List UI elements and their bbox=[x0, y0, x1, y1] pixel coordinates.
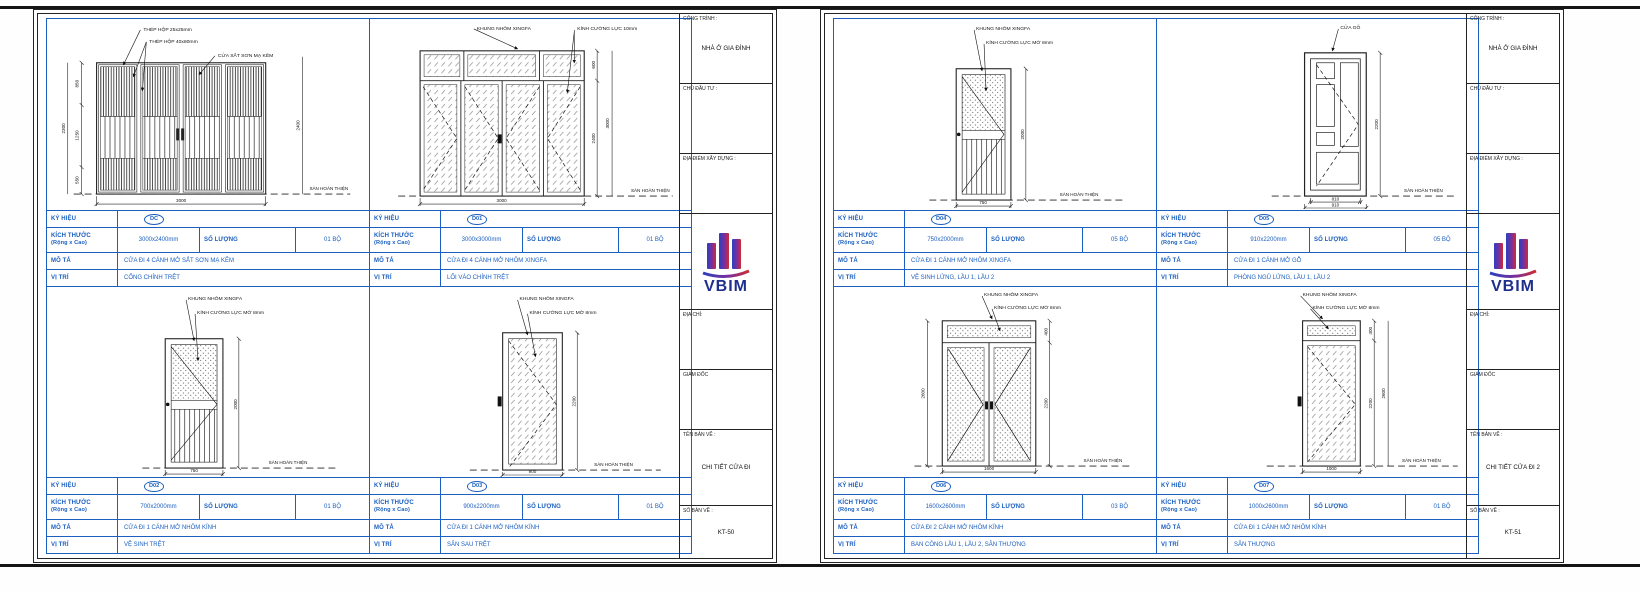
annotation-khung-nhom: KHUNG NHÔM XINGFA bbox=[976, 26, 1031, 32]
symbol-cell bbox=[117, 211, 369, 227]
door-elevation-d07 bbox=[1157, 287, 1478, 477]
tb-so-ban-ve bbox=[1467, 506, 1559, 558]
tb-giam-doc bbox=[1467, 370, 1559, 430]
label-so-luong: SỐ LƯỢNG bbox=[1309, 495, 1405, 519]
door-qty: 01 BỘ bbox=[618, 228, 691, 252]
floor-label: SÀN HOÀN THIỆN bbox=[1404, 188, 1443, 194]
door-symbol-badge: D07 bbox=[1254, 481, 1274, 492]
door-size: 3000x2400mm bbox=[117, 228, 199, 252]
annotation-kinh-mo: KÍNH CƯỜNG LỰC MỜ 8mm bbox=[1312, 305, 1380, 311]
label-kich-thuoc: KÍCH THƯỚC (Rộng x Cao) bbox=[838, 233, 878, 246]
spec-table-d01 bbox=[370, 210, 691, 286]
svg-text:400: 400 bbox=[1368, 326, 1374, 335]
door-elevation-d05 bbox=[1157, 19, 1478, 209]
tb-dia-diem bbox=[1467, 154, 1559, 214]
label-kich-thuoc: KÍCH THƯỚC (Rộng x Cao) bbox=[51, 233, 91, 246]
door-elevation-d02 bbox=[47, 287, 369, 477]
door-size: 750x2000mm bbox=[904, 228, 986, 252]
annotation-kinh-cuong-luc: KÍNH CƯỜNG LỰC 10mm bbox=[577, 26, 638, 32]
dimension-lines bbox=[925, 319, 1051, 474]
symbol-cell bbox=[904, 211, 1156, 227]
spec-table-d06 bbox=[834, 477, 1156, 553]
detail-grid bbox=[833, 18, 1479, 554]
title-block bbox=[679, 14, 772, 558]
spec-table-d04 bbox=[834, 210, 1156, 286]
annotation-khung-nhom: KHUNG NHÔM XINGFA bbox=[188, 296, 243, 302]
logo-text: VBIM bbox=[1491, 277, 1535, 295]
gate-infill bbox=[101, 67, 262, 190]
label-kich-thuoc: KÍCH THƯỚC (Rộng x Cao) bbox=[1161, 500, 1201, 513]
label-vi-tri: VỊ TRÍ bbox=[838, 542, 856, 548]
tb-label: ĐỊA ĐIỂM XÂY DỰNG : bbox=[683, 156, 736, 162]
label-mo-ta: MÔ TẢ bbox=[374, 258, 394, 264]
door-panels bbox=[962, 75, 1005, 194]
vbim-logo bbox=[1482, 229, 1544, 295]
door-symbol-badge: DC bbox=[144, 214, 164, 225]
door-drawing bbox=[370, 19, 691, 209]
tb-dia-chi bbox=[680, 310, 772, 370]
door-qty: 01 BỘ bbox=[295, 228, 369, 252]
label-so-luong: SỐ LƯỢNG bbox=[522, 228, 618, 252]
tb-cong-trinh bbox=[1467, 14, 1559, 84]
sheet-inner-border bbox=[824, 13, 1560, 559]
sheet-number: KT-50 bbox=[717, 529, 735, 537]
detail-grid bbox=[46, 18, 692, 554]
svg-text:400: 400 bbox=[1043, 327, 1049, 336]
svg-text:2400: 2400 bbox=[295, 120, 301, 131]
label-vi-tri: VỊ TRÍ bbox=[51, 275, 69, 281]
tb-label: CÔNG TRÌNH : bbox=[1470, 16, 1505, 22]
sheet-inner-border bbox=[37, 13, 773, 559]
door-desc: CỬA ĐI 1 CÁNH MỞ NHÔM KÍNH bbox=[1227, 520, 1478, 536]
door-detail-cell-d03 bbox=[369, 286, 691, 553]
door-qty: 05 BỘ bbox=[1405, 228, 1478, 252]
svg-text:750: 750 bbox=[190, 468, 198, 474]
label-so-luong: SỐ LƯỢNG bbox=[522, 495, 618, 519]
label-kich-thuoc: KÍCH THƯỚC (Rộng x Cao) bbox=[374, 233, 414, 246]
door-detail-cell-d05 bbox=[1156, 19, 1478, 286]
svg-text:750: 750 bbox=[979, 200, 987, 206]
annotation-cua-sat: CỬA SẮT SƠN MẠ KẼM bbox=[217, 53, 274, 59]
door-location: BAN CÔNG LẦU 1, LẦU 2, SÂN THƯỢNG bbox=[904, 537, 1156, 553]
svg-text:600: 600 bbox=[591, 60, 597, 69]
door-qty: 01 BỘ bbox=[295, 495, 369, 519]
label-mo-ta: MÔ TẢ bbox=[1161, 258, 1181, 264]
wood-panels bbox=[1317, 63, 1359, 184]
svg-text:1250: 1250 bbox=[74, 130, 80, 141]
annotation-khung-nhom: KHUNG NHÔM XINGFA bbox=[1302, 292, 1357, 298]
swing-lines bbox=[1317, 65, 1359, 186]
sheet-kt-50 bbox=[33, 9, 777, 563]
tb-cong-trinh bbox=[680, 14, 772, 84]
spec-table-d07 bbox=[1157, 477, 1478, 553]
label-ky-hieu: KÝ HIỆU bbox=[1161, 216, 1187, 222]
door-size: 900x2200mm bbox=[440, 495, 522, 519]
spec-table-d03 bbox=[370, 477, 691, 553]
door-location: VỆ SINH TRỆT bbox=[117, 537, 369, 553]
door-detail-cell-d07 bbox=[1156, 286, 1478, 553]
door-drawing bbox=[834, 287, 1156, 477]
label-so-luong: SỐ LƯỢNG bbox=[199, 228, 295, 252]
door-desc: CỬA ĐI 1 CÁNH MỞ GỖ bbox=[1227, 253, 1478, 269]
door-qty: 05 BỘ bbox=[1082, 228, 1156, 252]
tb-ten-ban-ve bbox=[1467, 430, 1559, 506]
svg-text:2200: 2200 bbox=[1043, 398, 1049, 409]
tb-label: TÊN BẢN VẼ : bbox=[1470, 432, 1503, 438]
title-block bbox=[1466, 14, 1559, 558]
label-kich-thuoc: KÍCH THƯỚC (Rộng x Cao) bbox=[1161, 233, 1201, 246]
label-ky-hieu: KÝ HIỆU bbox=[51, 483, 77, 489]
project-name: NHÀ Ở GIA ĐÌNH bbox=[701, 45, 751, 53]
door-location: LỐI VÀO CHÍNH TRỆT bbox=[440, 270, 691, 286]
door-location: CỔNG CHÍNH TRỆT bbox=[117, 270, 369, 286]
label-ky-hieu: KÝ HIỆU bbox=[838, 483, 864, 489]
door-desc: CỬA ĐI 1 CÁNH MỞ NHÔM KÍNH bbox=[117, 520, 369, 536]
door-symbol-badge: D02 bbox=[144, 481, 164, 492]
annotation-khung-nhom: KHUNG NHÔM XINGFA bbox=[984, 292, 1039, 298]
label-vi-tri: VỊ TRÍ bbox=[1161, 275, 1179, 281]
door-desc: CỬA ĐI 2 CÁNH MỞ NHÔM KÍNH bbox=[904, 520, 1156, 536]
svg-text:2200: 2200 bbox=[571, 396, 577, 407]
door-size: 1600x2600mm bbox=[904, 495, 986, 519]
tb-logo-section bbox=[680, 214, 772, 310]
door-location: SÂN SAU TRỆT bbox=[440, 537, 691, 553]
door-desc: CỬA ĐI 4 CÁNH MỞ NHÔM XINGFA bbox=[440, 253, 691, 269]
door-drawing bbox=[47, 287, 369, 477]
svg-text:550: 550 bbox=[74, 176, 80, 184]
floor-label: SÀN HOÀN THIỆN bbox=[1402, 458, 1441, 464]
door-detail-cell-d01 bbox=[369, 19, 691, 286]
door-symbol-badge: D05 bbox=[1254, 214, 1274, 225]
sheet-kt-51 bbox=[820, 9, 1564, 563]
svg-text:810: 810 bbox=[1331, 196, 1340, 202]
door-location: PHÒNG NGỦ LỬNG, LẦU 1, LẦU 2 bbox=[1227, 270, 1478, 286]
symbol-cell bbox=[440, 478, 691, 494]
door-location: SÂN THƯỢNG bbox=[1227, 537, 1478, 553]
leader-line bbox=[1332, 29, 1338, 51]
sheet-number: KT-51 bbox=[1504, 529, 1522, 537]
tb-label: ĐỊA CHỈ: bbox=[1470, 312, 1490, 318]
door-frame bbox=[503, 333, 563, 470]
logo-text: VBIM bbox=[704, 277, 748, 295]
dimension-text bbox=[1332, 119, 1380, 208]
door-qty: 01 BỘ bbox=[1405, 495, 1478, 519]
label-vi-tri: VỊ TRÍ bbox=[374, 542, 392, 548]
door-elevation-d06 bbox=[834, 287, 1156, 477]
project-name: NHÀ Ở GIA ĐÌNH bbox=[1488, 45, 1538, 53]
door-elevation-d03 bbox=[370, 287, 691, 477]
spec-table-d02 bbox=[47, 477, 369, 553]
annotation-kinh-mo: KÍNH CƯỜNG LỰC MỜ 8mm bbox=[986, 40, 1054, 46]
svg-text:1000: 1000 bbox=[1326, 466, 1337, 472]
svg-text:2600: 2600 bbox=[1381, 388, 1387, 399]
door-detail-cell-d06 bbox=[834, 286, 1156, 553]
svg-text:3000: 3000 bbox=[496, 198, 507, 204]
svg-text:2000: 2000 bbox=[1019, 129, 1025, 140]
door-size: 3000x3000mm bbox=[440, 228, 522, 252]
label-ky-hieu: KÝ HIỆU bbox=[374, 483, 400, 489]
label-vi-tri: VỊ TRÍ bbox=[374, 275, 392, 281]
floor-label: SÀN HOÀN THIỆN bbox=[1083, 458, 1123, 464]
annotation-khung-nhom: KHUNG NHÔM XINGFA bbox=[519, 296, 574, 302]
spec-table-d05 bbox=[1157, 210, 1478, 286]
tb-label: CHỦ ĐẦU TƯ : bbox=[683, 86, 718, 92]
tb-chu-dau-tu bbox=[1467, 84, 1559, 154]
door-drawing bbox=[1157, 19, 1478, 209]
label-mo-ta: MÔ TẢ bbox=[838, 258, 858, 264]
symbol-cell bbox=[440, 211, 691, 227]
tb-label: ĐỊA CHỈ: bbox=[683, 312, 703, 318]
svg-text:2400: 2400 bbox=[591, 133, 597, 144]
floor-label: SÀN HOÀN THIỆN bbox=[309, 186, 349, 192]
drawing-title: CHI TIẾT CỬA ĐI bbox=[701, 463, 751, 471]
tb-chu-dau-tu bbox=[680, 84, 772, 154]
door-symbol-badge: D04 bbox=[931, 214, 951, 225]
annotation-cua-go: CỬA GỖ bbox=[1340, 25, 1361, 31]
annotation-kinh-mo: KÍNH CƯỜNG LỰC MỜ 8mm bbox=[197, 310, 265, 316]
door-size: 910x2200mm bbox=[1227, 228, 1309, 252]
annotation-khung-nhom: KHUNG NHÔM XINGFA bbox=[476, 26, 531, 32]
label-vi-tri: VỊ TRÍ bbox=[51, 542, 69, 548]
svg-text:900: 900 bbox=[528, 469, 537, 475]
door-frame bbox=[1305, 53, 1367, 196]
door-size: 1000x2600mm bbox=[1227, 495, 1309, 519]
tb-so-ban-ve bbox=[680, 506, 772, 558]
symbol-cell bbox=[117, 478, 369, 494]
svg-text:2300: 2300 bbox=[60, 123, 66, 134]
door-elevation-d04 bbox=[834, 19, 1156, 209]
svg-text:1600: 1600 bbox=[983, 466, 995, 472]
label-mo-ta: MÔ TẢ bbox=[838, 525, 858, 531]
tb-label: ĐỊA ĐIỂM XÂY DỰNG : bbox=[1470, 156, 1523, 162]
door-qty: 01 BỘ bbox=[618, 495, 691, 519]
door-drawing bbox=[834, 19, 1156, 209]
gate-drawing bbox=[47, 19, 369, 209]
annotation-kinh-mo: KÍNH CƯỜNG LỰC MỜ 8mm bbox=[994, 305, 1061, 311]
label-mo-ta: MÔ TẢ bbox=[51, 258, 71, 264]
label-kich-thuoc: KÍCH THƯỚC (Rộng x Cao) bbox=[374, 500, 414, 513]
door-panels bbox=[171, 345, 217, 462]
floor-label: SÀN HOÀN THIỆN bbox=[630, 188, 670, 194]
door-detail-cell-d02 bbox=[47, 286, 369, 553]
svg-text:3000: 3000 bbox=[176, 198, 187, 204]
svg-text:2600: 2600 bbox=[920, 388, 926, 399]
door-detail-cell-d04 bbox=[834, 19, 1156, 286]
door-drawing bbox=[1157, 287, 1478, 477]
label-kich-thuoc: KÍCH THƯỚC (Rộng x Cao) bbox=[838, 500, 878, 513]
floor-label: SÀN HOÀN THIỆN bbox=[1059, 192, 1099, 198]
label-kich-thuoc: KÍCH THƯỚC (Rộng x Cao) bbox=[51, 500, 91, 513]
annotation-thep-hop-40: THÉP HỘP 40x80mm bbox=[149, 39, 198, 45]
tb-logo-section bbox=[1467, 214, 1559, 310]
label-ky-hieu: KÝ HIỆU bbox=[838, 216, 864, 222]
tb-dia-diem bbox=[680, 154, 772, 214]
door-desc: CỬA ĐI 4 CÁNH MỞ SẮT SƠN MẠ KẼM bbox=[117, 253, 369, 269]
label-mo-ta: MÔ TẢ bbox=[374, 525, 394, 531]
door-symbol-badge: D06 bbox=[931, 481, 951, 492]
label-so-luong: SỐ LƯỢNG bbox=[1309, 228, 1405, 252]
svg-text:2000: 2000 bbox=[232, 399, 238, 410]
label-vi-tri: VỊ TRÍ bbox=[1161, 542, 1179, 548]
door-qty: 03 BỘ bbox=[1082, 495, 1156, 519]
door-elevation-dc bbox=[47, 19, 369, 209]
tb-label: CHỦ ĐẦU TƯ : bbox=[1470, 86, 1505, 92]
tb-ten-ban-ve bbox=[680, 430, 772, 506]
label-ky-hieu: KÝ HIỆU bbox=[51, 216, 77, 222]
label-ky-hieu: KÝ HIỆU bbox=[374, 216, 400, 222]
tb-label: SỐ BẢN VẼ : bbox=[683, 508, 713, 514]
tb-label: TÊN BẢN VẼ : bbox=[683, 432, 716, 438]
label-so-luong: SỐ LƯỢNG bbox=[986, 228, 1082, 252]
svg-text:3000: 3000 bbox=[605, 118, 611, 129]
door-symbol-badge: D01 bbox=[467, 214, 487, 225]
door-desc: CỬA ĐI 1 CÁNH MỞ NHÔM KÍNH bbox=[440, 520, 691, 536]
drawing-title: CHI TIẾT CỬA ĐI 2 bbox=[1486, 463, 1540, 471]
label-so-luong: SỐ LƯỢNG bbox=[199, 495, 295, 519]
spec-table-dc bbox=[47, 210, 369, 286]
label-vi-tri: VỊ TRÍ bbox=[838, 275, 856, 281]
svg-text:2200: 2200 bbox=[1374, 119, 1380, 130]
tb-label: CÔNG TRÌNH : bbox=[683, 16, 718, 22]
label-mo-ta: MÔ TẢ bbox=[51, 525, 71, 531]
door-location: VỆ SINH LỬNG, LẦU 1, LẦU 2 bbox=[904, 270, 1156, 286]
symbol-cell bbox=[1227, 211, 1478, 227]
door-desc: CỬA ĐI 1 CÁNH MỞ NHÔM XINGFA bbox=[904, 253, 1156, 269]
door-elevation-d01 bbox=[370, 19, 691, 209]
dimension-lines bbox=[1303, 51, 1383, 209]
symbol-cell bbox=[1227, 478, 1478, 494]
tb-dia-chi bbox=[1467, 310, 1559, 370]
leader-lines bbox=[1301, 296, 1329, 329]
floor-label: SÀN HOÀN THIỆN bbox=[268, 460, 308, 466]
door-drawing bbox=[370, 287, 691, 477]
vbim-logo bbox=[695, 229, 757, 295]
label-so-luong: SỐ LƯỢNG bbox=[986, 495, 1082, 519]
label-ky-hieu: KÝ HIỆU bbox=[1161, 483, 1187, 489]
tb-giam-doc bbox=[680, 370, 772, 430]
svg-text:2200: 2200 bbox=[1368, 398, 1374, 409]
door-size: 700x2000mm bbox=[117, 495, 199, 519]
symbol-cell bbox=[904, 478, 1156, 494]
svg-text:850: 850 bbox=[74, 79, 80, 88]
door-symbol-badge: D03 bbox=[467, 481, 487, 492]
tb-label: GIÁM ĐỐC bbox=[1470, 372, 1496, 378]
annotation-kinh-mo: KÍNH CƯỜNG LỰC MỜ 8mm bbox=[529, 310, 597, 316]
annotation-thep-hop-25: THÉP HỘP 25x25mm bbox=[143, 27, 192, 33]
tb-label: SỐ BẢN VẼ : bbox=[1470, 508, 1500, 514]
svg-text:910: 910 bbox=[1331, 202, 1340, 208]
tb-label: GIÁM ĐỐC bbox=[683, 372, 709, 378]
paper-edge-bottom bbox=[0, 564, 1640, 567]
label-mo-ta: MÔ TẢ bbox=[1161, 525, 1181, 531]
door-detail-cell-dc bbox=[47, 19, 369, 286]
glass-panels bbox=[1308, 326, 1356, 461]
floor-label: SÀN HOÀN THIỆN bbox=[594, 462, 633, 468]
